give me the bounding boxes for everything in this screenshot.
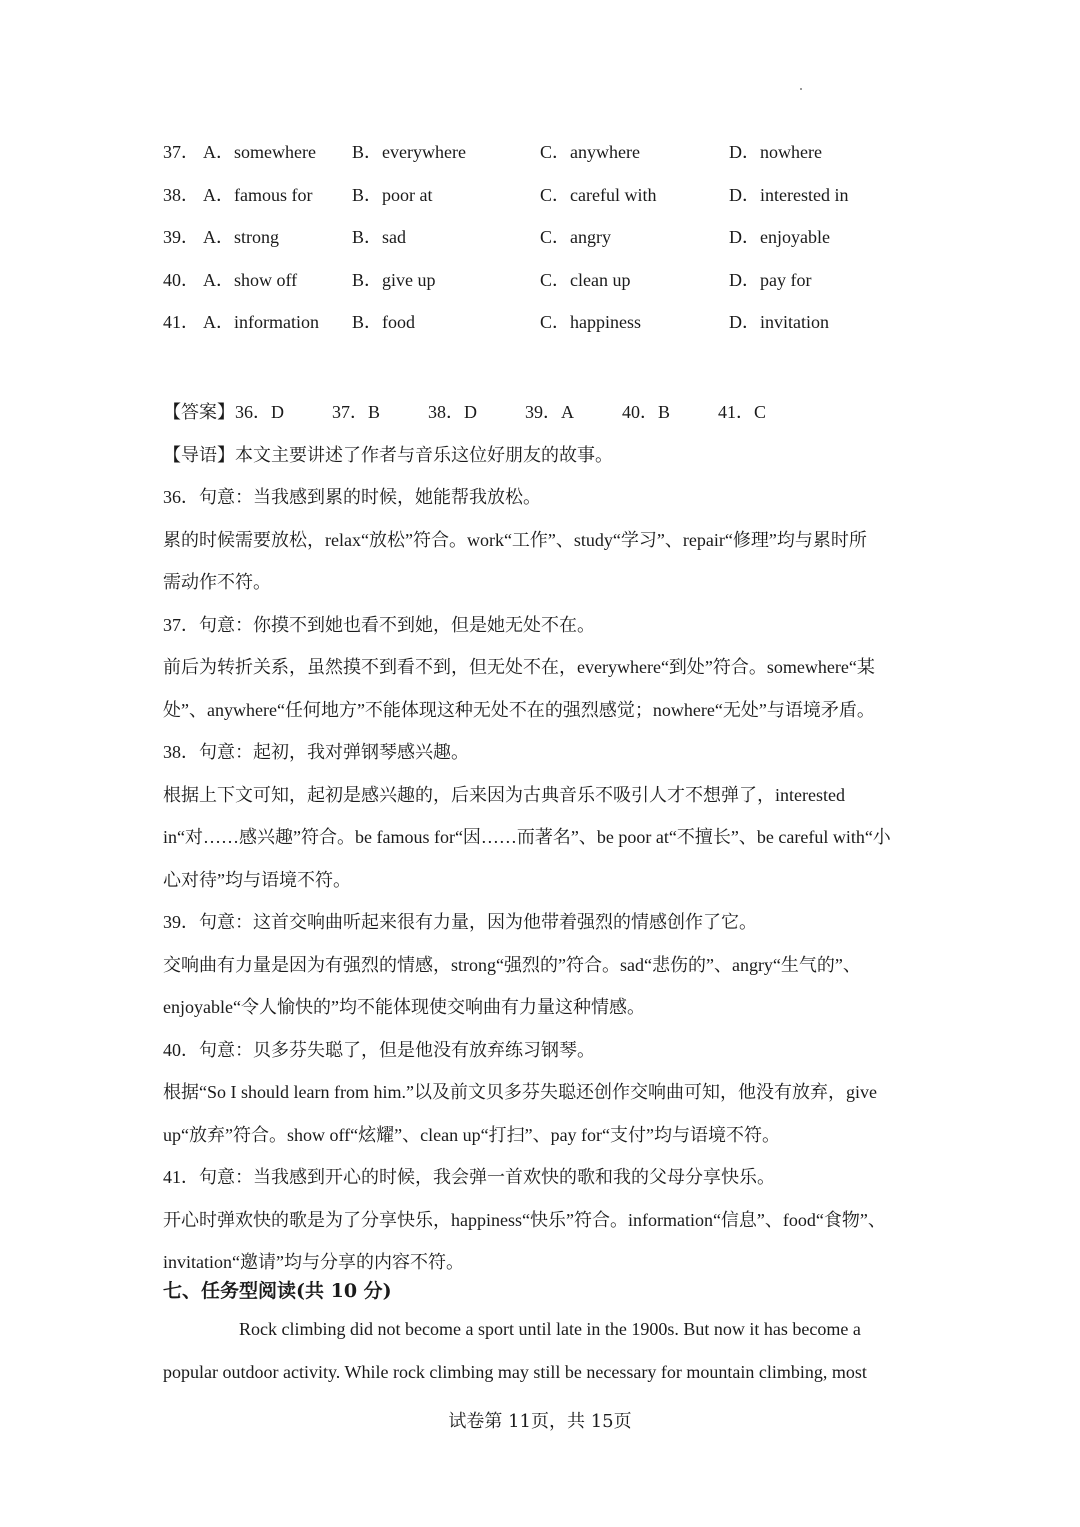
option-b: B．food (352, 312, 415, 332)
explanation-line: 需动作不符。 (163, 572, 271, 592)
lead-summary: 【导语】本文主要讲述了作者与音乐这位好朋友的故事。 (163, 444, 613, 465)
explanation-line: 36．句意：当我感到累的时候，她能帮我放松。 (163, 487, 541, 507)
section-heading: 七、任务型阅读(共 10 分) (163, 1280, 392, 1302)
explanation-line: up“放弃”符合。show off“炫耀”、clean up“打扫”、pay for“支付”均与语境不符。 (163, 1124, 781, 1145)
answer-item: 39．A (525, 402, 575, 422)
option-row-41 (163, 307, 923, 350)
option-b: B．sad (352, 227, 406, 247)
option-a: A．famous for (203, 184, 313, 205)
explanation-line: 40．句意：贝多芬失聪了，但是他没有放弃练习钢琴。 (163, 1039, 595, 1060)
scan-dot (800, 88, 802, 90)
explanation-line: in“对……感兴趣”符合。be famous for“因……而著名”、be poor at“不擅长”、be careful with“小 (163, 827, 891, 847)
option-b: B．poor at (352, 184, 433, 205)
option-a: A．information (203, 312, 319, 332)
option-a: A．show off (203, 269, 298, 290)
answer-label: 【答案】 (163, 402, 235, 422)
option-a: A．somewhere (203, 142, 316, 162)
option-a: A．strong (203, 227, 279, 247)
passage-line: popular outdoor activity. While rock climbing may still be necessary for mountain climbing, most (163, 1361, 867, 1382)
option-b: B．give up (352, 269, 436, 290)
explanation-line: 前后为转折关系，虽然摸不到看不到，但无处不在，everywhere“到处”符合。somewhere“某 (163, 657, 875, 677)
option-row-38 (163, 180, 923, 223)
option-row-37 (163, 137, 923, 180)
option-c: C．clean up (540, 269, 631, 290)
option-c: C．careful with (540, 184, 657, 205)
answer-item: 40．B (622, 402, 671, 422)
explanation-line: 处”、anywhere“任何地方”不能体现这种无处不在的强烈感觉；nowhere“无处”与语境矛盾。 (163, 699, 875, 720)
option-d: D．nowhere (729, 142, 822, 162)
passage-line: Rock climbing did not become a sport until late in the 1900s. But now it has become a (239, 1319, 861, 1339)
explanation-line: 心对待”均与语境不符。 (163, 869, 351, 890)
options-grid (163, 137, 923, 350)
answer-item: 36．D (235, 402, 284, 422)
question-number: 39． (163, 227, 199, 247)
option-d: D．pay for (729, 269, 812, 290)
option-d: D．invitation (729, 312, 829, 332)
question-number: 37． (163, 142, 199, 162)
explanation-line: 交响曲有力量是因为有强烈的情感，strong“强烈的”符合。sad“悲伤的”、angry“生气的”、 (163, 954, 861, 975)
explanation-line: 开心时弹欢快的歌是为了分享快乐，happiness“快乐”符合。information“信息”、food“食物”、 (163, 1209, 886, 1230)
answer-key (163, 391, 921, 434)
answer-item: 37．B (332, 402, 381, 422)
explanation-line: invitation“邀请”均与分享的内容不符。 (163, 1252, 464, 1272)
explanation-line: enjoyable“令人愉快的”均不能体现使交响曲有力量这种情感。 (163, 997, 645, 1017)
question-number: 41． (163, 312, 199, 332)
explanation-line: 根据上下文可知，起初是感兴趣的，后来因为古典音乐不吸引人才不想弹了，interested (163, 784, 845, 805)
answer-item: 38．D (428, 402, 478, 422)
explanation-line: 37．句意：你摸不到她也看不到她，但是她无处不在。 (163, 614, 595, 635)
option-c: C．anywhere (540, 142, 640, 162)
question-number: 38． (163, 184, 199, 205)
option-c: C．happiness (540, 312, 641, 332)
option-row-40 (163, 265, 923, 308)
explanation-line: 41．句意：当我感到开心的时候，我会弹一首欢快的歌和我的父母分享快乐。 (163, 1167, 775, 1187)
answer-explanation-block (163, 391, 921, 1284)
question-number: 40． (163, 269, 199, 290)
page-footer: 试卷第 11页，共 15页 (448, 1411, 632, 1432)
option-b: B．everywhere (352, 142, 466, 162)
explanation-line: 38．句意：起初，我对弹钢琴感兴趣。 (163, 742, 469, 762)
reading-passage (163, 1308, 919, 1393)
option-c: C．angry (540, 227, 611, 247)
explanation-line: 累的时候需要放松，relax“放松”符合。work“工作”、study“学习”、repair“修理”均与累时所 (163, 529, 867, 550)
explanation-line: 39．句意：这首交响曲听起来很有力量，因为他带着强烈的情感创作了它。 (163, 912, 757, 932)
option-row-39 (163, 222, 923, 265)
explanation-line: 根据“So I should learn from him.”以及前文贝多芬失聪还创作交响曲可知，他没有放弃，give (163, 1082, 877, 1102)
answer-item: 41．C (718, 402, 767, 422)
option-d: D．interested in (729, 184, 849, 205)
option-d: D．enjoyable (729, 227, 830, 247)
